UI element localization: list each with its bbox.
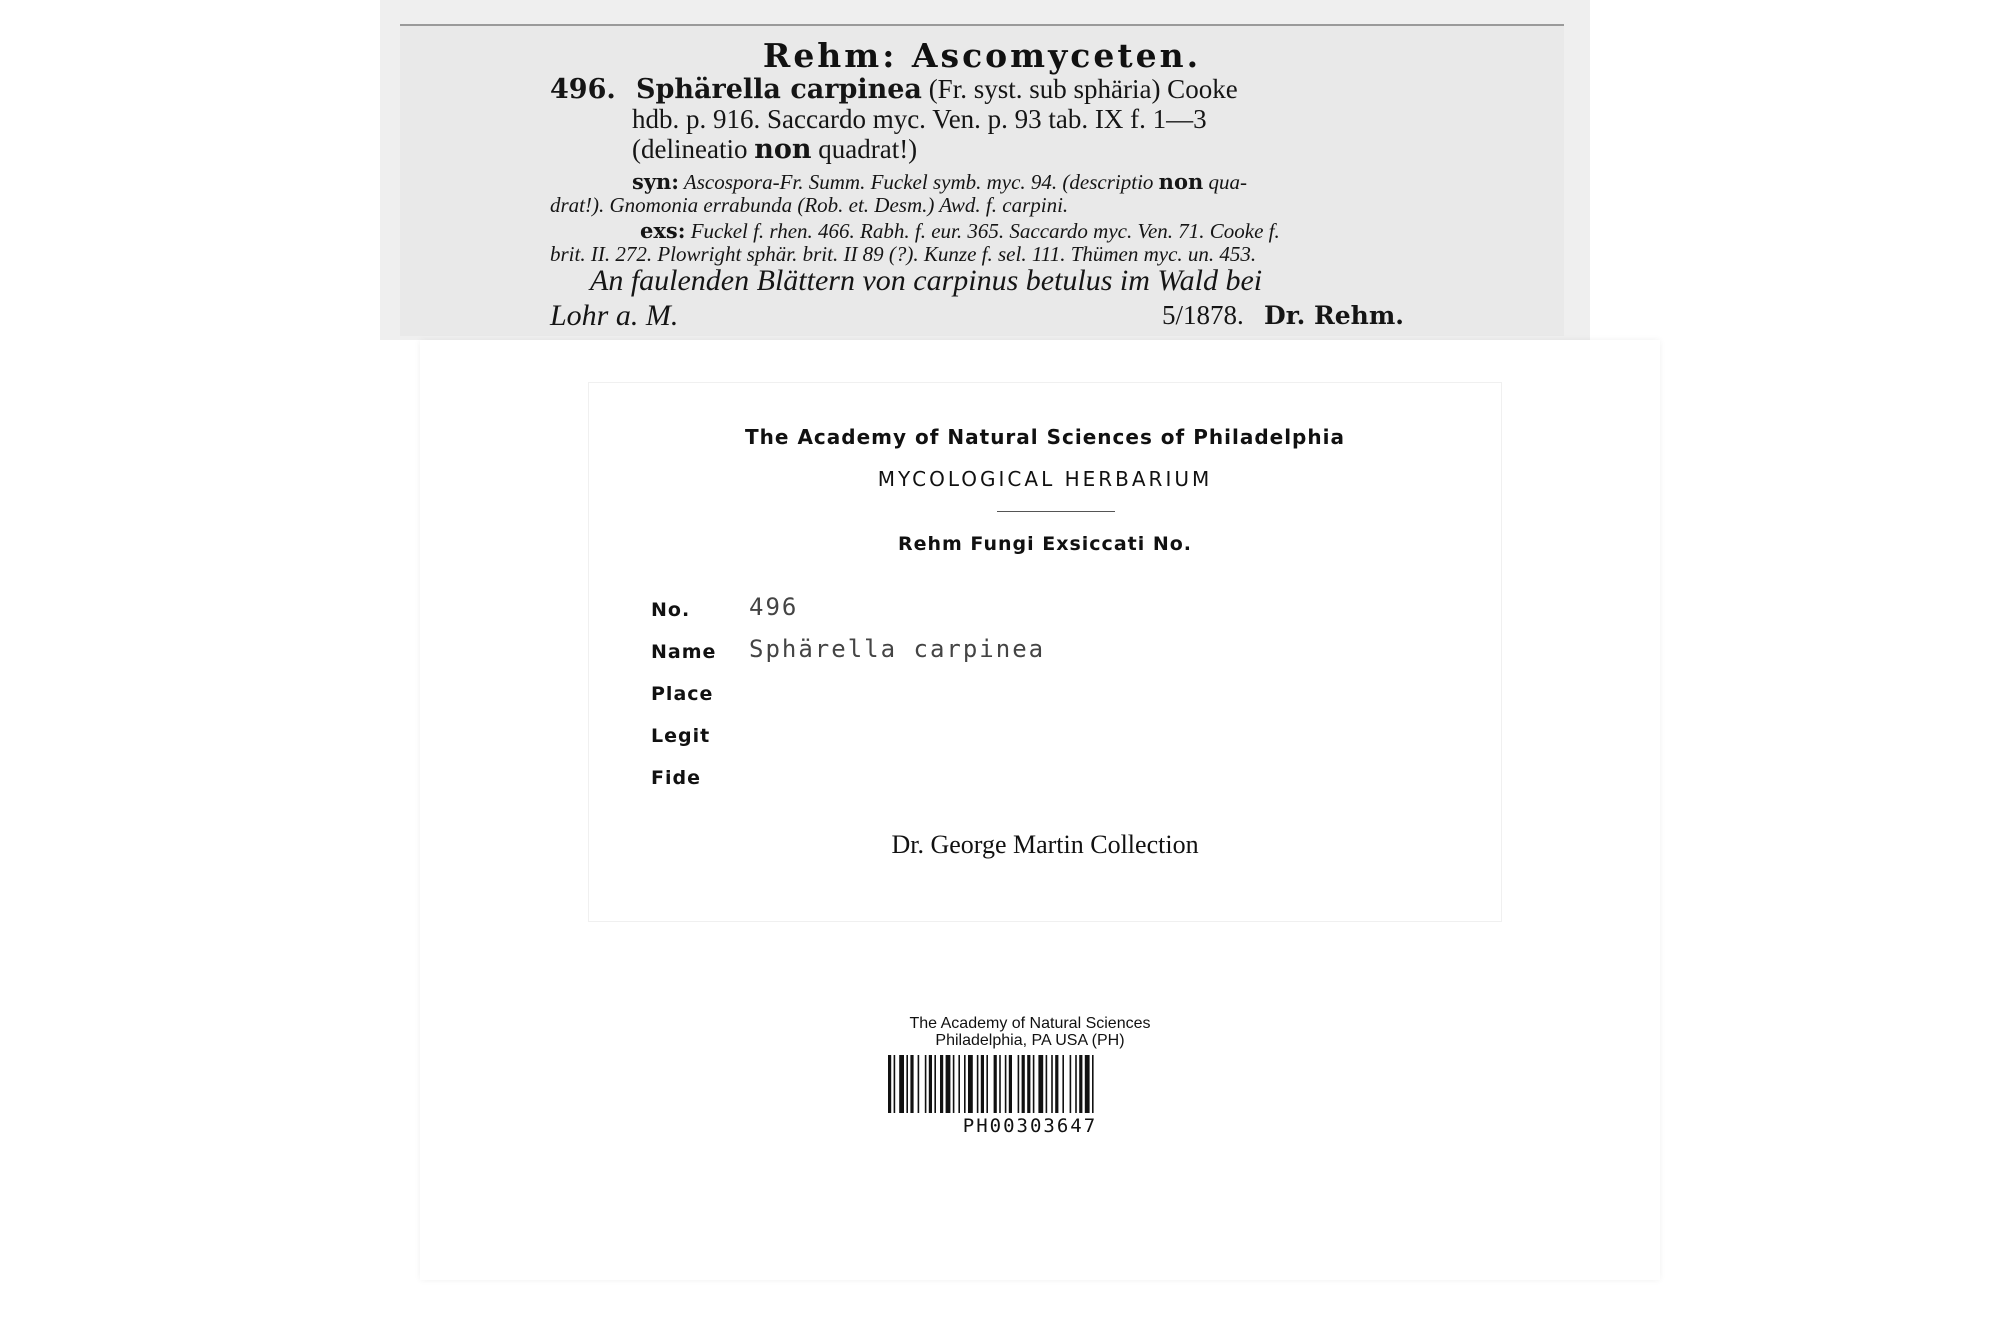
exsiccata-authority: (Fr. syst. sub sphäria) Cooke — [928, 74, 1238, 104]
exsiccata-line-3c: quadrat!) — [818, 134, 918, 164]
exsiccata-label-backing — [380, 0, 1590, 340]
exsiccata-exs — [640, 218, 1280, 244]
syn-text-a: Ascospora-Fr. Summ. Fuckel symb. myc. 94. (descriptio — [683, 170, 1154, 194]
field-label-legit: Legit — [651, 725, 711, 747]
field-label-name: Name — [651, 641, 717, 663]
series-title: Rehm Fungi Exsiccati No. — [897, 533, 1193, 555]
institution-name: The Academy of Natural Sciences of Philadelphia — [745, 425, 1345, 449]
exsiccata-line-3b: non — [754, 134, 812, 165]
syn-text-c: qua- — [1208, 170, 1247, 194]
field-label-place: Place — [651, 683, 714, 705]
exsiccata-title: Rehm: Ascomyceten. — [762, 36, 1202, 75]
exsiccata-date-collector — [1162, 300, 1404, 331]
field-label-no: No. — [651, 599, 691, 621]
barcode-location: Philadelphia, PA USA (PH) — [935, 1032, 1125, 1049]
field-value-no: 496 — [749, 593, 799, 621]
exsiccata-syn — [632, 169, 1247, 195]
barcode-institution: The Academy of Natural Sciences — [909, 1015, 1151, 1032]
exs-label: exs: — [640, 218, 686, 243]
collection-name: Dr. George Martin Collection — [891, 830, 1199, 859]
exsiccata-label — [400, 24, 1564, 336]
exs-text: Fuckel f. rhen. 466. Rabh. f. eur. 365. Saccardo myc. Ven. 71. Cooke f. — [690, 219, 1280, 243]
exsiccata-locality: Lohr a. M. — [550, 299, 679, 332]
syn-text-b: non — [1158, 169, 1204, 194]
exsiccata-line-1 — [550, 74, 1238, 105]
barcode-label — [880, 1015, 1180, 1145]
exsiccata-collector: Dr. Rehm. — [1264, 301, 1404, 330]
barcode-image — [888, 1055, 1172, 1113]
exsiccata-line-3 — [632, 134, 917, 165]
exsiccata-number: 496. — [550, 74, 616, 105]
exsiccata-date: 5/1878. — [1162, 300, 1244, 330]
herbarium-name: MYCOLOGICAL HERBARIUM — [877, 467, 1213, 491]
syn-label: syn: — [632, 169, 680, 194]
exsiccata-exs-line-2: brit. II. 272. Plowright sphär. brit. II 89 (?). Kunze f. sel. 111. Thümen myc. un. 453. — [550, 242, 1257, 266]
herbarium-label — [588, 382, 1502, 922]
exsiccata-species: Sphärella carpinea — [636, 74, 922, 105]
field-label-fide: Fide — [651, 767, 701, 789]
divider — [997, 511, 1115, 512]
exsiccata-line-3a: (delineatio — [632, 134, 748, 164]
field-value-name: Sphärella carpinea — [749, 635, 1046, 663]
exsiccata-syn-line-2: drat!). Gnomonia errabunda (Rob. et. Desm.) Awd. f. carpini. — [550, 193, 1069, 217]
exsiccata-habitat: An faulenden Blättern von carpinus betulus im Wald bei — [590, 264, 1263, 297]
exsiccata-line-2: hdb. p. 916. Saccardo myc. Ven. p. 93 tab. IX f. 1—3 — [632, 104, 1207, 134]
barcode-number: PH00303647 — [962, 1115, 1098, 1137]
